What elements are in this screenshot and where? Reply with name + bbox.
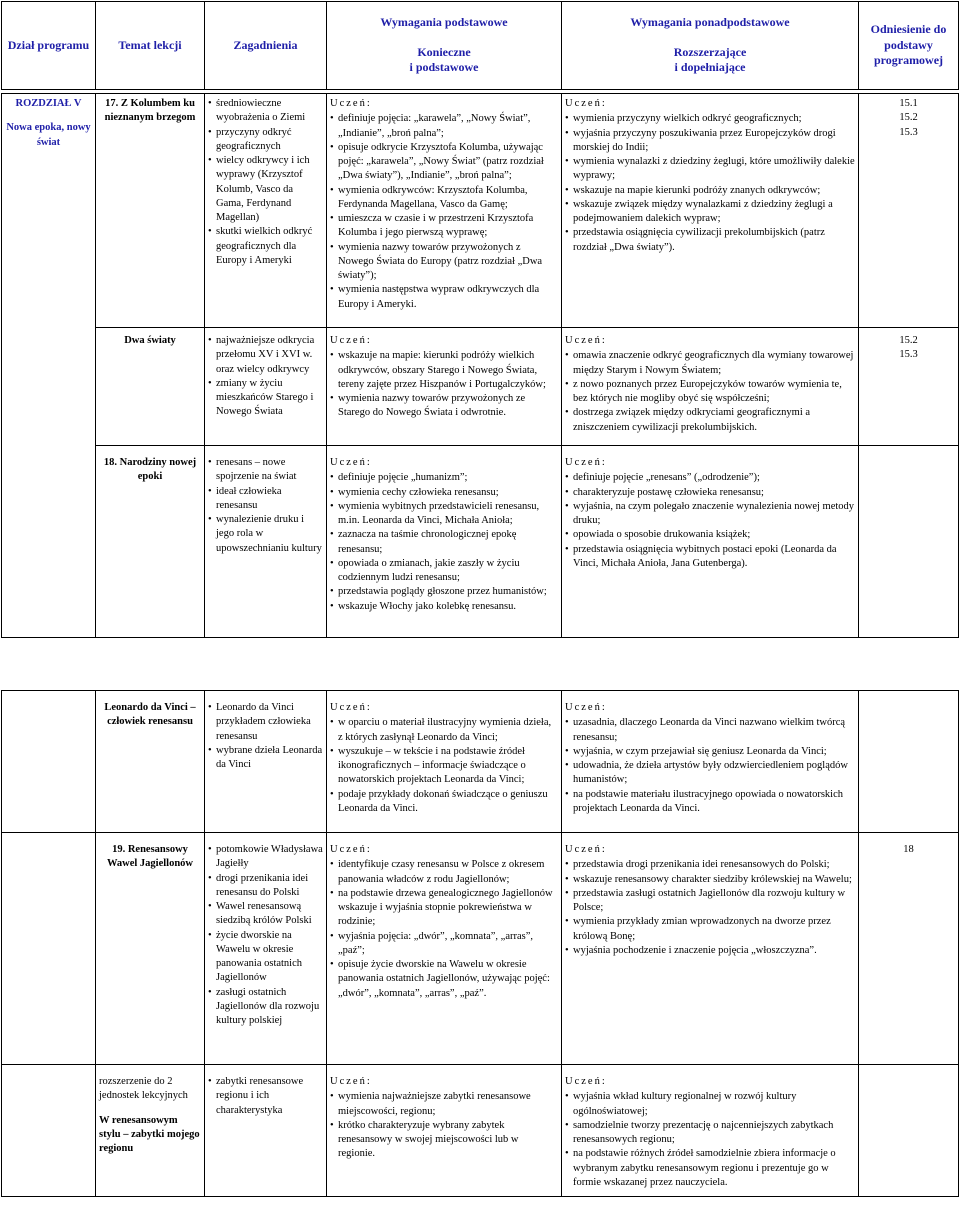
podstawowe-cell xyxy=(327,1065,562,1197)
list-item: • potomkowie Władysława Jagiełły xyxy=(208,843,323,872)
ponadpodstawowe-list xyxy=(565,349,855,435)
ponadpodstawowe-list xyxy=(565,858,855,958)
header-dzial: Dział programu xyxy=(2,2,96,90)
list-item: • podaje przykłady dokonań świadczące o geniuszu Leonarda da Vinci. xyxy=(330,788,558,817)
table-row xyxy=(2,94,959,328)
ponadpodstawowe-list xyxy=(565,112,855,255)
dzial-cell xyxy=(2,1065,96,1197)
odniesienie-list xyxy=(862,97,955,140)
zagadnienia-cell xyxy=(205,1065,327,1197)
table-row xyxy=(2,446,959,638)
dzial-cell xyxy=(2,833,96,1065)
podstawowe-cell xyxy=(327,328,562,446)
list-item: • wielcy odkrywcy i ich wyprawy (Krzysztof Kolumb, Vasco da Gama, Ferdynand Magellan) xyxy=(208,154,323,225)
list-item: • wskazuje Włochy jako kolebkę renesansu. xyxy=(330,600,558,614)
podstawowe-cell xyxy=(327,833,562,1065)
list-item: • Leonardo da Vinci przykładem człowieka renesansu xyxy=(208,701,323,744)
odniesienie-cell xyxy=(859,328,959,446)
zagadnienia-list xyxy=(208,456,323,556)
list-item: • wyjaśnia pochodzenie i znaczenie pojęcia „włoszczyzna”. xyxy=(565,944,855,958)
list-item: • przedstawia zasługi ostatnich Jagiellonów dla rozwoju kultury w Polsce; xyxy=(565,887,855,916)
temat-title: W renesansowym stylu – zabytki mojego regionu xyxy=(99,1114,200,1155)
list-item: • na podstawie drzewa genealogicznego Jagiellonów wskazuje i wyjaśnia stopnie pokrewieństwa w rodzinie; xyxy=(330,887,558,930)
curriculum-table-part-2 xyxy=(1,690,959,1197)
ponadpodstawowe-cell xyxy=(562,94,859,328)
uczen-label: Uczeń: xyxy=(330,844,372,855)
list-item: • charakteryzuje postawę człowieka renesansu; xyxy=(565,486,855,500)
dzial-line2: Nowa epoka, nowy świat xyxy=(6,122,91,148)
podstawowe-list xyxy=(330,112,558,312)
podstawowe-cell xyxy=(327,94,562,328)
list-item: • samodzielnie tworzy prezentację o najcenniejszych zabytkach renesansowych regionu; xyxy=(565,1119,855,1148)
list-item: • zaznacza na taśmie chronologicznej epokę renesansu; xyxy=(330,528,558,557)
list-item: • wymienia nazwy towarów przywożonych ze Starego do Nowego Świata i odwrotnie. xyxy=(330,392,558,421)
list-item: • wskazuje na mapie: kierunki podróży wielkich odkrywców, obszary Starego i Nowego Świata, tereny zajęte przez Hiszpanów i Portugalczyków; xyxy=(330,349,558,392)
list-item: • ideał człowieka renesansu xyxy=(208,485,323,514)
list-item: • wyjaśnia pojęcia: „dwór”, „komnata”, „arras”, „paź”; xyxy=(330,930,558,959)
reference-number: 18 xyxy=(903,844,914,855)
uczen-label: Uczeń: xyxy=(565,457,607,468)
podstawowe-cell xyxy=(327,446,562,638)
zagadnienia-list xyxy=(208,701,323,772)
ponadpodstawowe-list xyxy=(565,471,855,571)
list-item: • wskazuje renesansowy charakter siedziby królewskiej na Wawelu; xyxy=(565,873,855,887)
zagadnienia-cell xyxy=(205,446,327,638)
list-item: • identyfikuje czasy renesansu w Polsce z okresem panowania władców z rodu Jagiellonów; xyxy=(330,858,558,887)
odniesienie-cell xyxy=(859,94,959,328)
list-item: • wymienia wynalazki z dziedziny żeglugi, które umożliwiły dalekie wyprawy; xyxy=(565,155,855,184)
uczen-label: Uczeń: xyxy=(330,457,372,468)
temat-note: rozszerzenie do 2 jednostek lekcyjnych xyxy=(99,1076,188,1102)
header-temat: Temat lekcji xyxy=(96,2,205,90)
list-item: • wyjaśnia przyczyny poszukiwania przez Europejczyków drogi morskiej do Indii; xyxy=(565,127,855,156)
list-item: • opisuje odkrycie Krzysztofa Kolumba, używając pojęć: „karawela”, „Nowy Świat” (patrz rozdział „Dwa światy”), „Indianie”, „broń palna”; xyxy=(330,141,558,184)
list-item: • wymienia przykłady zmian wprowadzonych na dworze przez królową Bonę; xyxy=(565,915,855,944)
reference-number: 15.2 xyxy=(899,335,918,346)
list-item: • z nowo poznanych przez Europejczyków towarów wymienia te, bez których nie mogliby obyć się współcześni; xyxy=(565,378,855,407)
header-ponad-title: Wymagania ponadpodstawowe xyxy=(630,15,790,30)
list-item: • zasługi ostatnich Jagiellonów dla rozwoju kultury polskiej xyxy=(208,986,323,1029)
uczen-label: Uczeń: xyxy=(565,844,607,855)
list-item: • omawia znaczenie odkryć geograficznych dla wymiany towarowej między Starym i Nowym Światem; xyxy=(565,349,855,378)
reference-number: 15.1 xyxy=(899,98,918,109)
uczen-label: Uczeń: xyxy=(330,702,372,713)
list-item: • definiuje pojęcie „humanizm”; xyxy=(330,471,558,485)
list-item: • wymienia cechy człowieka renesansu; xyxy=(330,486,558,500)
list-item: • umieszcza w czasie i w przestrzeni Krzysztofa Kolumba i jego pierwszą wyprawę; xyxy=(330,212,558,241)
ponadpodstawowe-cell xyxy=(562,446,859,638)
table-row xyxy=(2,1065,959,1197)
list-item: • opisuje życie dworskie na Wawelu w okresie panowania ostatnich Jagiellonów, używając pojęć: „dwór”, „komnata”, „arras”, „paź”. xyxy=(330,958,558,1001)
list-item: • wyjaśnia, na czym polegało znaczenie wynalezienia nowej metody druku; xyxy=(565,500,855,529)
list-item: • wybrane dzieła Leonarda da Vinci xyxy=(208,744,323,773)
header-odniesienie: Odniesienie do podstawy programowej xyxy=(859,2,959,90)
zagadnienia-cell xyxy=(205,94,327,328)
uczen-label: Uczeń: xyxy=(565,335,607,346)
list-item: • wyjaśnia, w czym przejawiał się geniusz Leonarda da Vinci; xyxy=(565,745,855,759)
list-item: • życie dworskie na Wawelu w okresie panowania ostatnich Jagiellonów xyxy=(208,929,323,986)
odniesienie-cell xyxy=(859,446,959,638)
podstawowe-list xyxy=(330,858,558,1001)
list-item: • renesans – nowe spojrzenie na świat xyxy=(208,456,323,485)
list-item: • definiuje pojęcia: „karawela”, „Nowy Świat”, „Indianie”, „broń palna”; xyxy=(330,112,558,141)
list-item: • najważniejsze odkrycia przełomu XV i XVI w. oraz wielcy odkrywcy xyxy=(208,334,323,377)
list-item: • przedstawia drogi przenikania idei renesansowych do Polski; xyxy=(565,858,855,872)
uczen-label: Uczeń: xyxy=(330,1076,372,1087)
uczen-label: Uczeń: xyxy=(565,702,607,713)
ponadpodstawowe-list xyxy=(565,716,855,816)
list-item: • wskazuje związek między wynalazkami z dziedziny żeglugi a podejmowaniem dalekich wypraw; xyxy=(565,198,855,227)
podstawowe-list xyxy=(330,1090,558,1161)
ponadpodstawowe-cell xyxy=(562,328,859,446)
dzial-line1: ROZDZIAŁ V xyxy=(15,98,82,109)
list-item: • zmiany w życiu mieszkańców Starego i Nowego Świata xyxy=(208,377,323,420)
header-podstawowe xyxy=(327,2,562,90)
list-item: • Wawel renesansową siedzibą królów Polski xyxy=(208,900,323,929)
table-row xyxy=(2,328,959,446)
list-item: • opowiada o sposobie drukowania książek; xyxy=(565,528,855,542)
header-ponad-sub1: Rozszerzające xyxy=(673,44,747,59)
list-item: • krótko charakteryzuje wybrany zabytek renesansowy w swojej miejscowości lub w regionie. xyxy=(330,1119,558,1162)
list-item: • wynalezienie druku i jego rola w upowszechnianiu kultury xyxy=(208,513,323,556)
podstawowe-cell xyxy=(327,691,562,833)
list-item: • na podstawie różnych źródeł samodzielnie zbiera informacje o wybranym zabytku renesansowym regionu i prezentuje go w formie wskazanej przez nauczyciela. xyxy=(565,1147,855,1190)
uczen-label: Uczeń: xyxy=(565,98,607,109)
list-item: • wyjaśnia wkład kultury regionalnej w rozwój kultury ogólnoświatowej; xyxy=(565,1090,855,1119)
table-row xyxy=(2,691,959,833)
table-row xyxy=(2,833,959,1065)
list-item: • uzasadnia, dlaczego Leonarda da Vinci nazwano wielkim twórcą renesansu; xyxy=(565,716,855,745)
ponadpodstawowe-cell xyxy=(562,691,859,833)
header-row xyxy=(2,2,959,90)
zagadnienia-cell xyxy=(205,328,327,446)
zagadnienia-list xyxy=(208,334,323,420)
list-item: • wymienia przyczyny wielkich odkryć geograficznych; xyxy=(565,112,855,126)
list-item: • zabytki renesansowe regionu i ich charakterystyka xyxy=(208,1075,323,1118)
reference-number: 15.3 xyxy=(899,349,918,361)
list-item: • definiuje pojęcie „renesans” („odrodzenie”); xyxy=(565,471,855,485)
reference-number: 15.3 xyxy=(899,126,918,138)
podstawowe-list xyxy=(330,471,558,614)
ponadpodstawowe-cell xyxy=(562,1065,859,1197)
curriculum-table-part-1 xyxy=(1,1,959,638)
podstawowe-list xyxy=(330,349,558,420)
temat-cell: 17. Z Kolumbem ku nieznanym brzegom xyxy=(96,94,205,328)
list-item: • na podstawie materiału ilustracyjnego opowiada o nowatorskich projektach Leonarda da Vinci. xyxy=(565,788,855,817)
zagadnienia-list xyxy=(208,1075,323,1118)
list-item: • dostrzega związek między odkryciami geograficznymi a zniszczeniem cywilizacji prekolumbijskich. xyxy=(565,406,855,435)
list-item: • przedstawia osiągnięcia cywilizacji prekolumbijskich (patrz rozdział „Dwa światy”). xyxy=(565,226,855,255)
uczen-label: Uczeń: xyxy=(565,1076,607,1087)
list-item: • skutki wielkich odkryć geograficznych dla Europy i Ameryki xyxy=(208,225,323,268)
header-podstawowe-sub2: i podstawowe xyxy=(409,60,479,75)
zagadnienia-cell xyxy=(205,691,327,833)
odniesienie-list xyxy=(862,334,955,363)
dzial-cell xyxy=(2,94,96,638)
ponadpodstawowe-list xyxy=(565,1090,855,1190)
list-item: • drogi przenikania idei renesansu do Polski xyxy=(208,872,323,901)
zagadnienia-cell xyxy=(205,833,327,1065)
podstawowe-list xyxy=(330,716,558,816)
list-item: • wymienia następstwa wypraw odkrywczych dla Europy i Ameryki. xyxy=(330,283,558,312)
list-item: • w oparciu o materiał ilustracyjny wymienia dzieła, z których zasłynął Leonardo da Vinci; xyxy=(330,716,558,745)
header-ponadpodstawowe xyxy=(562,2,859,90)
zagadnienia-list xyxy=(208,97,323,268)
temat-cell: 18. Narodziny nowej epoki xyxy=(96,446,205,638)
header-podstawowe-title: Wymagania podstawowe xyxy=(380,15,508,30)
header-podstawowe-sub1: Konieczne xyxy=(417,44,471,59)
odniesienie-cell xyxy=(859,691,959,833)
list-item: • przedstawia poglądy głoszone przez humanistów; xyxy=(330,585,558,599)
list-item: • opowiada o zmianach, jakie zaszły w życiu codziennym ludzi renesansu; xyxy=(330,557,558,586)
dzial-cell xyxy=(2,691,96,833)
uczen-label: Uczeń: xyxy=(330,98,372,109)
temat-cell: Dwa światy xyxy=(96,328,205,446)
header-ponad-sub2: i dopełniające xyxy=(674,60,746,75)
list-item: • udowadnia, że dzieła artystów były odzwierciedleniem poglądów humanistów; xyxy=(565,759,855,788)
odniesienie-list xyxy=(862,843,955,857)
list-item: • wymienia nazwy towarów przywożonych z Nowego Świata do Europy (patrz rozdział „Dwa światy”); xyxy=(330,241,558,284)
odniesienie-cell xyxy=(859,1065,959,1197)
list-item: • wskazuje na mapie kierunki podróży znanych odkrywców; xyxy=(565,184,855,198)
list-item: • przyczyny odkryć geograficznych xyxy=(208,126,323,155)
temat-cell xyxy=(96,1065,205,1197)
list-item: • przedstawia osiągnięcia wybitnych postaci epoki (Leonarda da Vinci, Michała Anioła, Jana Gutenberga). xyxy=(565,543,855,572)
temat-cell: Leonardo da Vinci – człowiek renesansu xyxy=(96,691,205,833)
header-zagadnienia: Zagadnienia xyxy=(205,2,327,90)
list-item: • wymienia najważniejsze zabytki renesansowe miejscowości, regionu; xyxy=(330,1090,558,1119)
ponadpodstawowe-cell xyxy=(562,833,859,1065)
zagadnienia-list xyxy=(208,843,323,1028)
uczen-label: Uczeń: xyxy=(330,335,372,346)
odniesienie-cell xyxy=(859,833,959,1065)
list-item: • wymienia odkrywców: Krzysztofa Kolumba, Ferdynanda Magellana, Vasco da Gamę; xyxy=(330,184,558,213)
list-item: • wyszukuje – w tekście i na podstawie źródeł ikonograficznych – informacje świadczące o nowatorskich projektach Leonarda da Vinci; xyxy=(330,745,558,788)
list-item: • średniowieczne wyobrażenia o Ziemi xyxy=(208,97,323,126)
temat-cell: 19. Renesansowy Wawel Jagiellonów xyxy=(96,833,205,1065)
reference-number: 15.2 xyxy=(899,112,918,124)
list-item: • wymienia wybitnych przedstawicieli renesansu, m.in. Leonarda da Vinci, Michała Anioła; xyxy=(330,500,558,529)
